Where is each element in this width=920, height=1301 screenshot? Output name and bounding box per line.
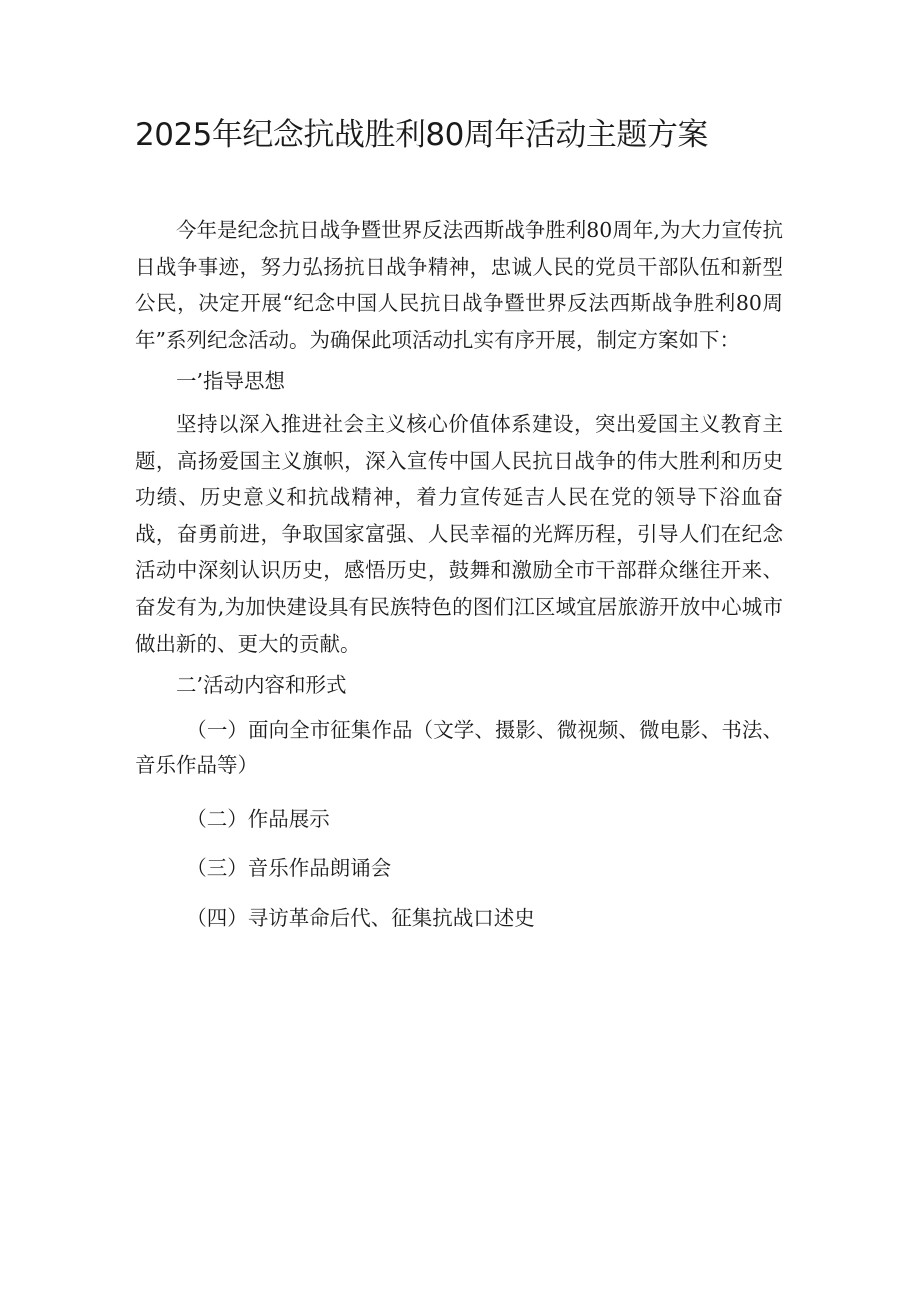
document-title: 2025年纪念抗战胜利80周年活动主题方案	[135, 117, 708, 153]
section-heading-activities: 二’活动内容和形式	[176, 673, 347, 698]
document-body	[135, 212, 783, 937]
activity-item-2: （二）作品展示	[186, 806, 330, 831]
activity-item-3: （三）音乐作品朗诵会	[186, 856, 392, 881]
section-heading-guiding-ideology: 一’指导思想	[176, 369, 286, 394]
activity-item-1: （一）面向全市征集作品（文学、摄影、微视频、微电影、书法、音乐作品等）	[135, 717, 783, 778]
activity-item-4: （四）寻访革命后代、征集抗战口述史	[186, 905, 535, 930]
guiding-ideology-paragraph: 坚持以深入推进社会主义核心价值体系建设，突出爱国主义教育主题，高扬爱国主义旗帜，深入宣传中国人民抗日战争的伟大胜利和历史功绩、历史意义和抗战精神，着力宣传延吉人民在党的领导下浴血奋战，奋勇前进，争取国家富强、人民幸福的光辉历程，引导人们在纪念活动中深刻认识历史，感悟历史，鼓舞和激励全市干部群众继往开来、奋发有为,为加快建设具有民族特色的图们江区域宜居旅游开放中心城市做出新的、更大的贡献。	[135, 411, 783, 656]
intro-paragraph: 今年是纪念抗日战争暨世界反法西斯战争胜利80周年,为大力宣传抗日战争事迹，努力弘扬抗日战争精神，忠诚人民的党员干部队伍和新型公民，决定开展“纪念中国人民抗日战争暨世界反法西斯战争胜利80周年”系列纪念活动。为确保此项活动扎实有序开展，制定方案如下：	[135, 218, 783, 352]
